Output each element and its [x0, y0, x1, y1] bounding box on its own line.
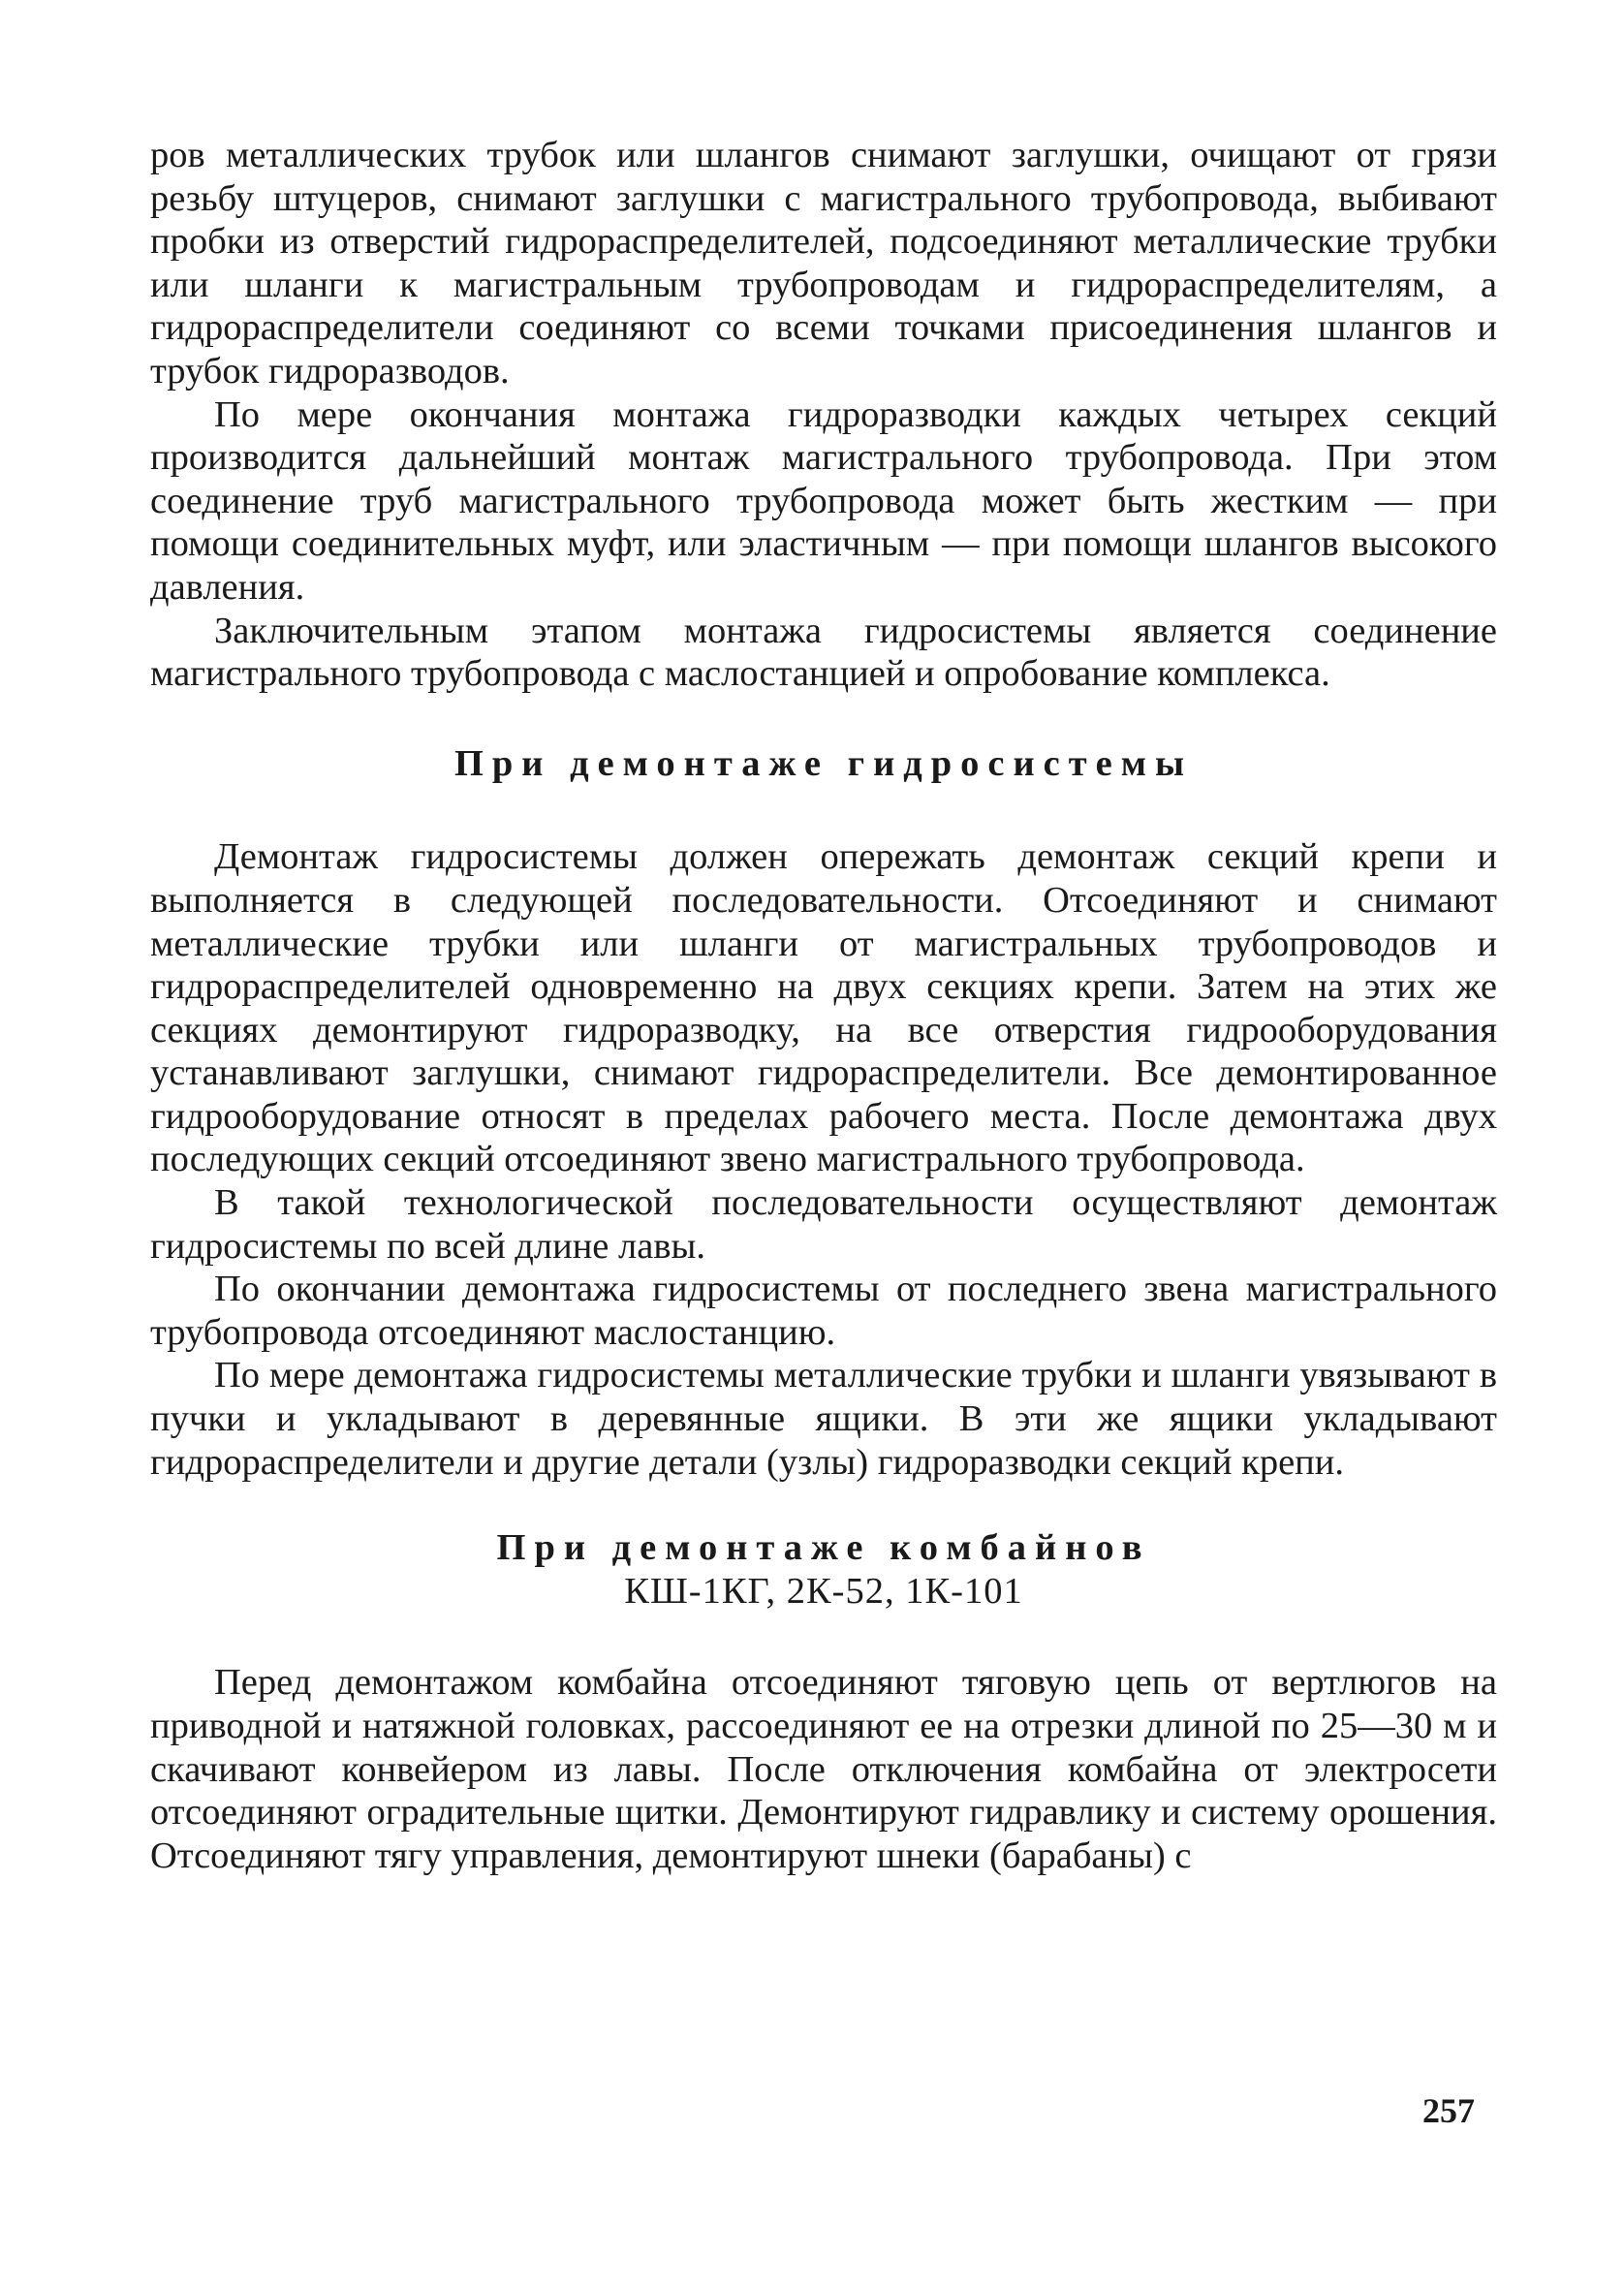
paragraph: Демонтаж гидросистемы должен опережать демонтаж секций крепи и выполняется в следующей последовательности. Отсоединяют и снимают металлические трубки или шланги от магистральных трубопроводов и гидрораспределителей одновременно на двух секциях крепи. Затем на этих же секциях демонтируют гидроразводку, на все отверстия гидрооборудования устанавливают заглушки, снимают гидрораспределители. Все демонтированное гидрооборудование относят в пределах рабочего места. После демонтажа двух последующих секций отсоединяют звено магистрального трубопровода.: [150, 836, 1497, 1180]
paragraph: По мере окончания монтажа гидроразводки каждых четырех секций производится дальнейший монтаж магистрального трубопровода. При этом соединение труб магистрального трубопровода может быть жестким — при помощи соединительных муфт, или эластичным — при помощи шлангов высокого давления.: [150, 393, 1497, 608]
section-heading: При демонтаже гидросистемы: [453, 742, 1194, 784]
paragraph: Перед демонтажом комбайна отсоединяют тяговую цепь от вертлюгов на приводной и натяжной головках, рассоединяют ее на отрезки длиной по 25—30 м и скачивают конвейером из лавы. После отключения комбайна от электросети отсоединяют оградительные щитки. Демонтируют гидравлику и систему орошения. Отсоединяют тягу управления, демонтируют шнеки (барабаны) с: [150, 1662, 1497, 1876]
paragraph: Заключительным этапом монтажа гидросистемы является соединение магистрального трубопровода с маслостанцией и опробование комплекса.: [150, 610, 1497, 695]
section-subheading: КШ-1КГ, 2К-52, 1К-101: [624, 1570, 1023, 1612]
paragraph: По мере демонтажа гидросистемы металлические трубки и шланги увязывают в пучки и укладывают в деревянные ящики. В эти же ящики укладывают гидрораспределители и другие детали (узлы) гидроразводки секций крепи.: [150, 1355, 1497, 1483]
section-heading: При демонтаже комбайнов: [496, 1527, 1151, 1569]
page-body: [150, 134, 1497, 1877]
page-number: 257: [1422, 2091, 1475, 2130]
paragraph-continued: ров металлических трубок или шлангов снимают заглушки, очищают от грязи резьбу штуцеров, снимают заглушки с магистрального трубопровода, выбивают пробки из отверстий гидрораспределителей, подсоединяют металлические трубки или шланги к магистральным трубопроводам и гидрораспределителям, а гидрораспределители соединяют со всеми точками присоединения шлангов и трубок гидроразводов.: [150, 135, 1497, 392]
paragraph: По окончании демонтажа гидросистемы от последнего звена магистрального трубопровода отсоединяют маслостанцию.: [150, 1269, 1497, 1353]
paragraph: В такой технологической последовательности осуществляют демонтаж гидросистемы по всей длине лавы.: [150, 1182, 1497, 1267]
